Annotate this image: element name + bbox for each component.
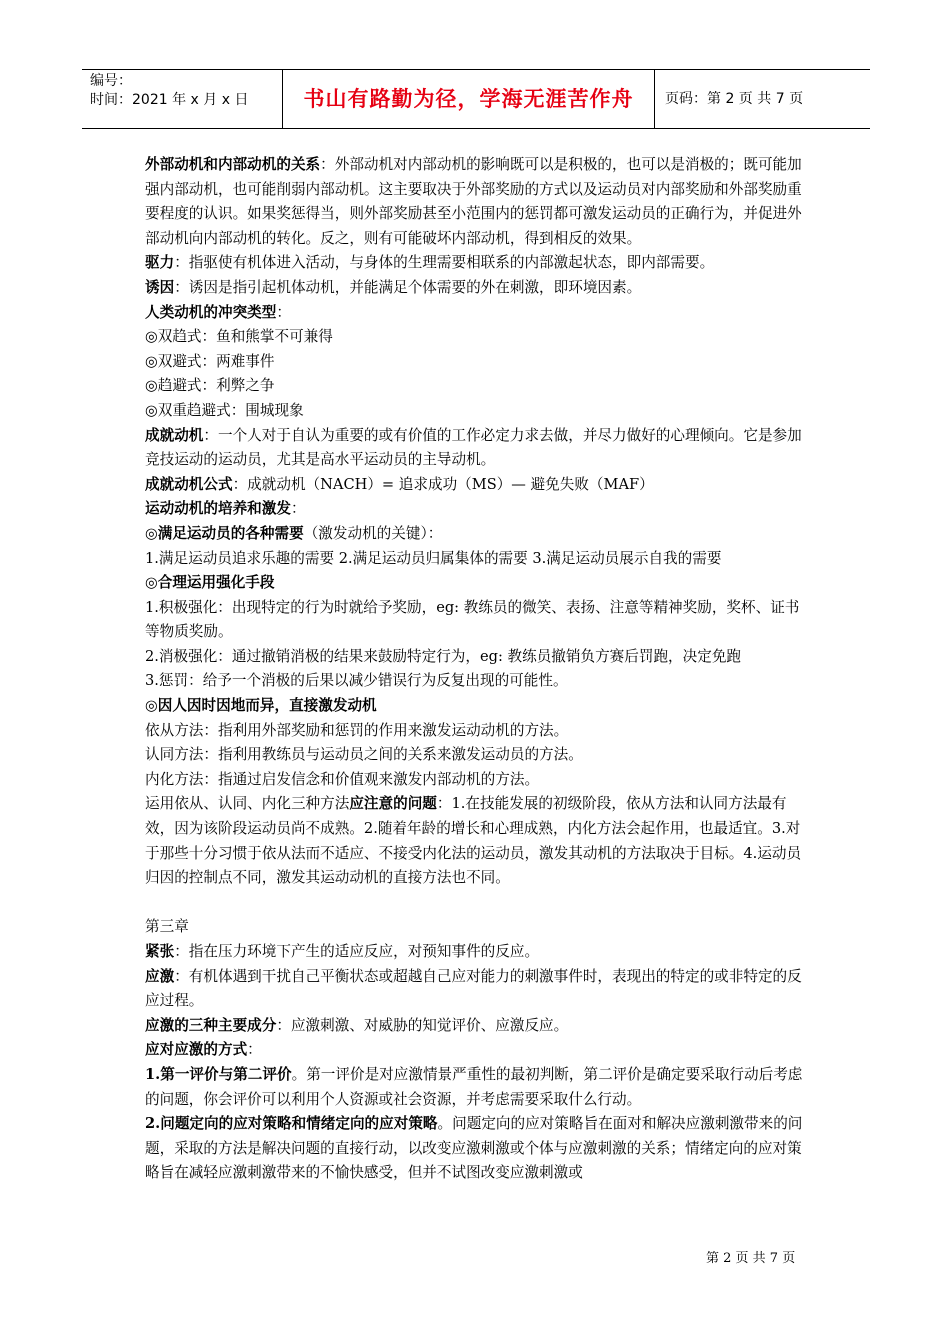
term-heading: 外部动机和内部动机的关系 xyxy=(145,156,321,173)
paragraph-text: 认同方法：指利用教练员与运动员之间的关系来激发运动员的方法。 xyxy=(145,746,583,764)
term-heading: 应对应激的方式 xyxy=(145,1041,248,1059)
paragraph-text: ： xyxy=(290,500,306,518)
paragraph-text: 。第一评价是对应激情景严重性的最初判断，第二评价是确定要采取行动后考虑的问题，你会评价可以利用个人资源或社会资源，并考虑需要采取什么行动。 xyxy=(145,1065,803,1108)
term-heading: 1.第一评价与第二评价 xyxy=(145,1065,292,1083)
page-footer: 第 2 页 共 7 页 xyxy=(706,1251,796,1266)
term-heading: 诱因 xyxy=(145,278,175,296)
term-heading: ◎合理运用强化手段 xyxy=(145,574,275,592)
paragraph xyxy=(145,719,813,744)
paragraph xyxy=(145,915,813,940)
paragraph xyxy=(145,694,813,719)
paragraph-text: 第三章 xyxy=(145,918,189,936)
page-header xyxy=(82,69,870,129)
term-heading: 人类动机的冲突类型 xyxy=(145,303,277,321)
paragraph-text: ◎双趋式：鱼和熊掌不可兼得 xyxy=(145,328,333,346)
paragraph xyxy=(145,276,813,301)
paragraph xyxy=(145,424,813,473)
term-heading: 应注意的问题 xyxy=(349,795,437,813)
term-heading: 驱力 xyxy=(145,254,175,272)
paragraph-text: ：有机体遇到干扰自己平衡状态或超越自己应对能力的刺激事件时，表现出的特定的或非特定的反应过程。 xyxy=(145,967,802,1010)
paragraph xyxy=(145,965,813,1014)
term-heading: 应激的三种主要成分 xyxy=(145,1016,277,1034)
paragraph xyxy=(145,399,813,424)
paragraph xyxy=(145,350,813,375)
paragraph xyxy=(145,1112,813,1186)
paragraph xyxy=(145,940,813,965)
paragraph xyxy=(145,522,813,547)
paragraph xyxy=(145,768,813,793)
term-heading: ◎因人因时因地而异，直接激发动机 xyxy=(145,697,377,715)
paragraph xyxy=(145,251,813,276)
term-heading: 应激 xyxy=(145,967,175,985)
paragraph-text: 1.积极强化：出现特定的行为时就给予奖励，eg: 教练员的微笑、表扬、注意等精神奖励，奖杯、证书等物质奖励。 xyxy=(145,598,800,641)
paragraph-text: ◎双重趋避式：围城现象 xyxy=(145,401,304,419)
paragraph xyxy=(145,571,813,596)
document-date-label: 时间：2021 年 x 月 x 日 xyxy=(90,92,249,108)
paragraph xyxy=(145,1014,813,1039)
paragraph xyxy=(145,1038,813,1063)
term-heading: ◎满足运动员的各种需要 xyxy=(145,524,304,542)
paragraph xyxy=(145,596,813,645)
paragraph-lead-text: 运用依从、认同、内化三种方法 xyxy=(145,795,350,813)
paragraph-text: 。问题定向的应对策略旨在面对和解决应激刺激带来的问题，采取的方法是解决问题的直接行动，以改变应激刺激或个体与应激刺激的关系；情绪定向的应对策略旨在减轻应激刺激带来的不愉快感受，但并不试图改变应激刺激或 xyxy=(145,1115,803,1182)
paragraph xyxy=(145,1063,813,1112)
document-number-label: 编号： xyxy=(90,73,132,89)
paragraph-text: 3.惩罚：给予一个消极的后果以减少错误行为反复出现的可能性。 xyxy=(145,672,568,690)
paragraph-text: ：外部动机对内部动机的影响既可以是积极的，也可以是消极的；既可能加强内部动机，也可能削弱内部动机。这主要取决于外部奖励的方式以及运动员对内部奖励和外部奖励重要程度的认识。如果奖惩得当，则外部奖励甚至小范围内的惩罚都可激发运动员的正确行为，并促进外部动机向内部动机的转化。反之，则有可能破坏内部动机，得到相反的效果。 xyxy=(145,156,802,247)
term-heading: 成就动机 xyxy=(145,426,204,444)
header-page-number: 页码：第 2 页 共 7 页 xyxy=(665,91,804,107)
paragraph xyxy=(145,743,813,768)
paragraph-gap xyxy=(145,891,813,916)
term-heading: 成就动机公式 xyxy=(145,475,233,493)
paragraph-text: ：指驱使有机体进入活动，与身体的生理需要相联系的内部激起状态，即内部需要。 xyxy=(174,254,715,272)
paragraph-text: ◎趋避式：利弊之争 xyxy=(145,377,275,395)
paragraph xyxy=(145,547,813,572)
term-heading: 紧张 xyxy=(145,943,175,960)
paragraph xyxy=(145,473,813,498)
paragraph xyxy=(145,153,813,251)
paragraph-text: 2.消极强化：通过撤销消极的结果来鼓励特定行为，eg: 教练员撤销负方赛后罚跑，决定免跑 xyxy=(145,647,742,665)
term-heading: 运动动机的培养和激发 xyxy=(145,500,291,518)
document-body xyxy=(145,153,813,1186)
paragraph xyxy=(145,301,813,326)
header-motto: 书山有路勤为径，学海无涯苦作舟 xyxy=(282,70,655,128)
paragraph-text: ：一个人对于自认为重要的或有价值的工作必定力求去做，并尽力做好的心理倾向。它是参加竞技运动的运动员，尤其是高水平运动员的主导动机。 xyxy=(145,426,802,469)
paragraph-text: ◎双避式：两难事件 xyxy=(145,352,275,370)
paragraph-text: ：应激刺激、对威胁的知觉评价、应激反应。 xyxy=(276,1016,569,1034)
paragraph xyxy=(145,792,813,890)
term-heading: 2.问题定向的应对策略和情绪定向的应对策略 xyxy=(145,1115,438,1133)
paragraph-text: （激发动机的关键）： xyxy=(303,524,443,542)
paragraph-text: ：诱因是指引起机体动机，并能满足个体需要的外在刺激，即环境因素。 xyxy=(174,278,642,296)
paragraph-text: ： xyxy=(276,303,291,321)
paragraph-text: 依从方法：指利用外部奖励和惩罚的作用来激发运动动机的方法。 xyxy=(145,721,569,739)
paragraph-text: ：指在压力环境下产生的适应反应，对预知事件的反应。 xyxy=(174,943,540,960)
paragraph-text: ： xyxy=(247,1041,262,1059)
paragraph xyxy=(145,497,813,522)
paragraph xyxy=(145,325,813,350)
paragraph xyxy=(145,645,813,670)
paragraph-text: ：成就动机（NACH）= 追求成功（MS）— 避免失败（MAF） xyxy=(232,475,654,493)
paragraph-text: 1.满足运动员追求乐趣的需要 2.满足运动员归属集体的需要 3.满足运动员展示自我的需要 xyxy=(145,549,722,567)
header-meta xyxy=(82,70,282,128)
paragraph-text: ：1.在技能发展的初级阶段，依从方法和认同方法最有效，因为该阶段运动员尚不成熟。2.随着年龄的增长和心理成熟，内化方法会起作用，也最适宜。3.对于那些十分习惯于依从法而不适应、不接受内化法的运动员，激发其动机的方法取决于目标。4.运动员归因的控制点不同，激发其运动动机的直接方法也不同。 xyxy=(145,795,802,887)
paragraph-text: 内化方法：指通过启发信念和价值观来激发内部动机的方法。 xyxy=(145,770,540,788)
paragraph xyxy=(145,374,813,399)
paragraph xyxy=(145,669,813,694)
